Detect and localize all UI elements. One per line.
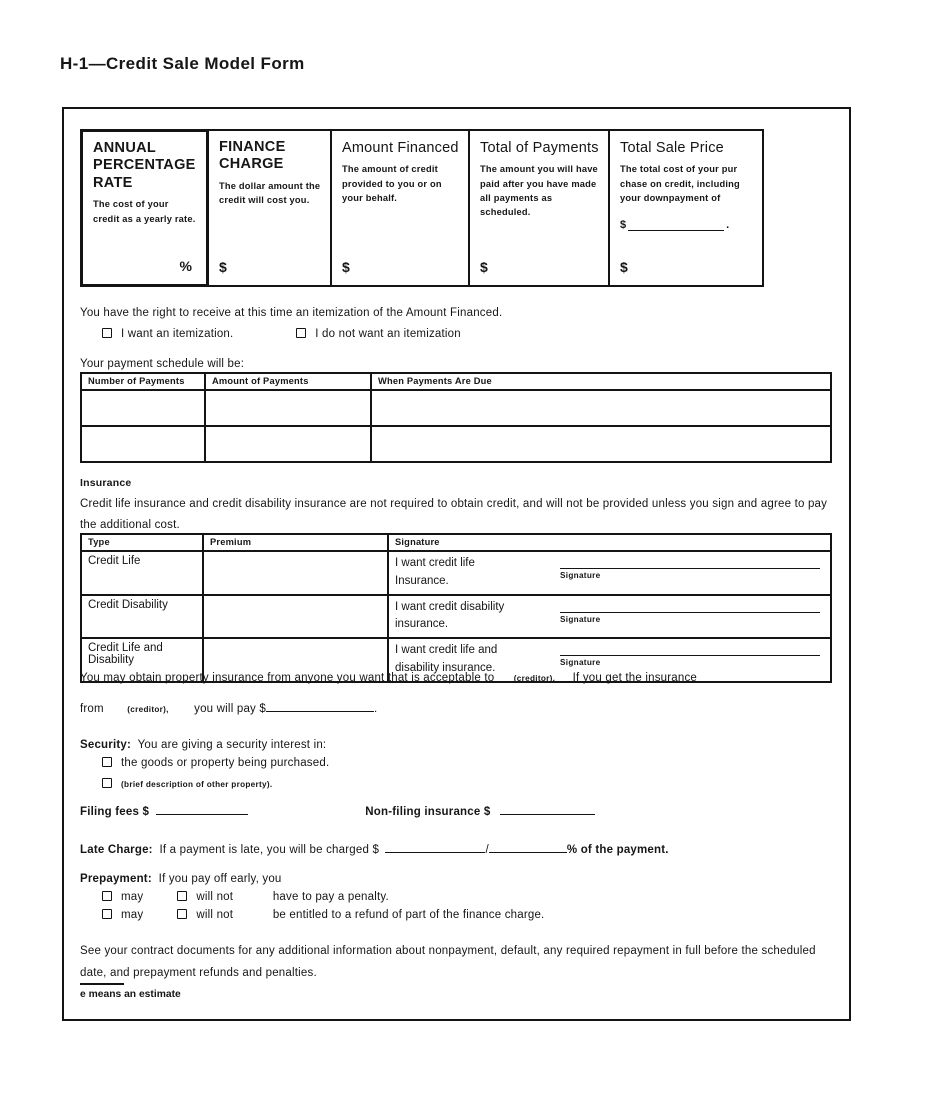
page-title: H-1—Credit Sale Model Form <box>60 54 305 73</box>
insurance-type-cell: Credit Life <box>81 551 203 595</box>
apr-heading: ANNUAL PERCENTAGE RATE <box>93 140 196 191</box>
insurance-row-credit-life <box>81 551 831 595</box>
disclosure-box-row <box>80 129 764 287</box>
signature-label: Signature <box>560 658 601 668</box>
amount-financed-description: The amount of credit provided to you or on your behalf. <box>342 164 442 203</box>
late-charge-amount-field[interactable] <box>385 841 485 853</box>
insurance-statement: I want credit disability insurance. <box>395 600 505 631</box>
prepayment-row-refund: may will not be entitled to a refund of part of the finance charge. <box>102 909 828 921</box>
insurance-heading: Insurance <box>80 477 132 489</box>
prepayment-row-penalty: may will not have to pay a penalty. <box>102 891 828 903</box>
total-of-payments-box <box>468 129 610 287</box>
filing-fees-field[interactable] <box>156 803 248 815</box>
property-insurance-amount-field[interactable] <box>266 700 374 712</box>
insurance-type-cell: Credit Life and Disability <box>81 638 203 682</box>
insurance-table <box>80 533 832 683</box>
nonfiling-insurance-label: Non-filing insurance $ <box>365 806 491 818</box>
prepayment-intro: Prepayment: If you pay off early, you <box>80 873 282 885</box>
insurance-signature-header: Signature <box>388 534 831 551</box>
security-goods-checkbox[interactable] <box>102 757 112 767</box>
late-charge-percent-field[interactable] <box>489 841 567 853</box>
amount-financed-heading: Amount Financed <box>342 140 459 156</box>
prepayment-may-checkbox[interactable] <box>102 909 112 919</box>
security-option2 <box>102 774 828 792</box>
security-other-property-checkbox[interactable] <box>102 778 112 788</box>
total-sale-price-description: The total cost of your pur chase on credit, including your downpayment of <box>620 164 740 203</box>
amount-financed-box <box>330 129 470 287</box>
total-sale-price-heading: Total Sale Price <box>620 140 724 156</box>
amount-financed-value-field[interactable]: $ <box>342 259 350 275</box>
payment-schedule-table <box>80 372 832 463</box>
creditor-placeholder: (creditor), <box>127 705 169 714</box>
property-insurance-line2: from (creditor), you will pay $ . <box>80 700 828 715</box>
payments-due-field[interactable] <box>371 426 831 462</box>
total-of-payments-heading: Total of Payments <box>480 140 599 156</box>
total-of-payments-description: The amount you will have paid after you have made all payments as scheduled. <box>480 164 598 218</box>
security-goods-label: the goods or property being purchased. <box>121 757 330 769</box>
prepayment-penalty-text: have to pay a penalty. <box>272 891 389 903</box>
payments-number-field[interactable] <box>81 426 205 462</box>
prepayment-refund-text: be entitled to a refund of part of the finance charge. <box>272 909 545 921</box>
itemization-yes-label: I want an itemization. <box>121 328 234 340</box>
signature-line[interactable] <box>560 568 820 569</box>
insurance-statement: I want credit life Insurance. <box>395 557 475 587</box>
property-insurance-line1: You may obtain property insurance from anyone you want that is acceptable to (creditor). If you get the insurance <box>80 672 698 684</box>
itemization-intro: You have the right to receive at this time an itemization of the Amount Financed. <box>80 307 503 319</box>
finance-charge-heading: FINANCE CHARGE <box>219 139 286 173</box>
insurance-statement: I want credit life and disability insurance. <box>395 644 498 675</box>
payment-schedule-row <box>81 426 831 462</box>
insurance-premium-header: Premium <box>203 534 388 551</box>
signature-line[interactable] <box>560 612 820 613</box>
fees-line <box>80 803 828 818</box>
payment-schedule-row <box>81 390 831 426</box>
payments-due-field[interactable] <box>371 390 831 426</box>
itemization-no-label: I do not want an itemization <box>315 328 461 340</box>
creditor-placeholder: (creditor). <box>513 674 556 683</box>
payments-number-header: Number of Payments <box>81 373 205 390</box>
prepayment-may-checkbox[interactable] <box>102 891 112 901</box>
security-other-property-label: (brief description of other property). <box>121 780 273 789</box>
downpayment-period: . <box>726 219 730 232</box>
apr-description: The cost of your credit as a yearly rate. <box>93 199 196 224</box>
credit-sale-form <box>62 107 851 1021</box>
total-sale-price-value-field[interactable]: $ <box>620 259 628 275</box>
payments-number-field[interactable] <box>81 390 205 426</box>
filing-fees-label: Filing fees $ <box>80 806 150 818</box>
finance-charge-box <box>207 129 332 287</box>
payments-amount-header: Amount of Payments <box>205 373 371 390</box>
signature-label: Signature <box>560 614 601 624</box>
payments-due-header: When Payments Are Due <box>371 373 831 390</box>
signature-line[interactable] <box>560 655 820 656</box>
contract-note: See your contract documents for any additional information about nonpayment, default, any required repayment in full before the scheduled date, and prepayment refunds and penalties. <box>80 945 816 980</box>
late-charge-line: Late Charge: If a payment is late, you will be charged $ / % of the payment. <box>80 841 828 856</box>
downpayment-dollar-sign: $ <box>620 219 627 232</box>
estimate-note: e means an estimate <box>80 989 181 1000</box>
downpayment-field[interactable] <box>628 219 724 231</box>
insurance-type-header: Type <box>81 534 203 551</box>
prepayment-willnot-checkbox[interactable] <box>177 891 187 901</box>
itemization-no-checkbox[interactable] <box>296 328 306 338</box>
itemization-options <box>102 328 828 340</box>
nonfiling-insurance-field[interactable] <box>500 803 595 815</box>
total-sale-price-box <box>608 129 764 287</box>
estimate-divider <box>80 983 124 985</box>
prepayment-willnot-checkbox[interactable] <box>177 909 187 919</box>
payments-amount-field[interactable] <box>205 426 371 462</box>
signature-label: Signature <box>560 571 601 580</box>
security-intro: Security: You are giving a security interest in: <box>80 739 327 751</box>
total-of-payments-value-field[interactable]: $ <box>480 259 488 275</box>
insurance-premium-field[interactable] <box>203 551 388 595</box>
finance-charge-value-field[interactable]: $ <box>219 259 227 275</box>
insurance-text: Credit life insurance and credit disability insurance are not required to obtain credit, and will not be provided unless you sign and agree to pay the additional cost. <box>80 498 828 532</box>
itemization-yes-checkbox[interactable] <box>102 328 112 338</box>
security-option1 <box>102 757 828 769</box>
insurance-premium-field[interactable] <box>203 595 388 639</box>
apr-value-field[interactable]: % <box>179 258 192 274</box>
late-charge-label: Late Charge: <box>80 844 153 856</box>
apr-box <box>80 129 209 287</box>
payments-amount-field[interactable] <box>205 390 371 426</box>
insurance-type-cell: Credit Disability <box>81 595 203 639</box>
payment-schedule-intro: Your payment schedule will be: <box>80 358 245 370</box>
finance-charge-description: The dollar amount the credit will cost you. <box>219 180 321 206</box>
insurance-row-credit-disability <box>81 595 831 639</box>
